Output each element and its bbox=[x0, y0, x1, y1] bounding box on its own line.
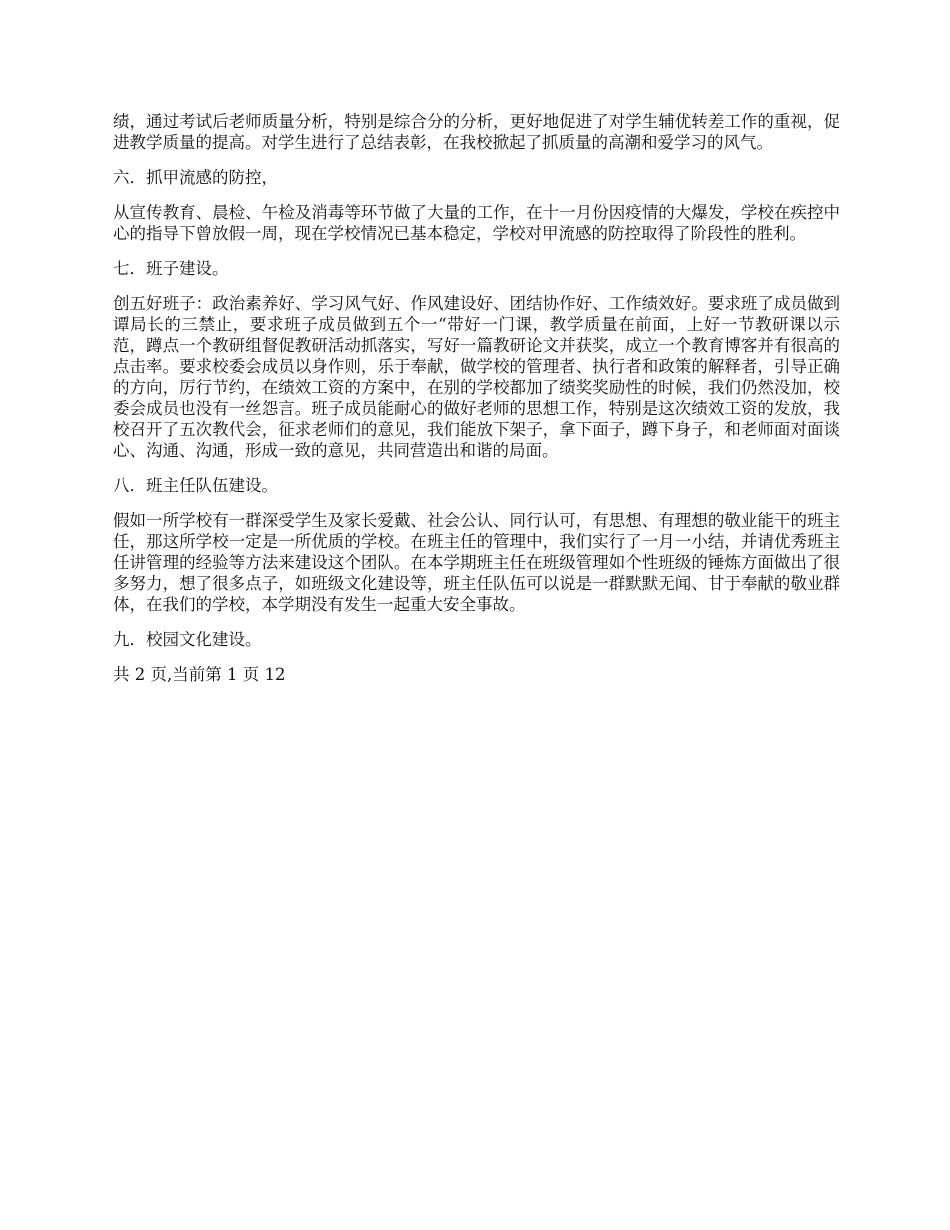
heading-leadership-team: 七．班子建设。 bbox=[113, 259, 229, 278]
paragraph-head-teachers: 假如一所学校有一群深受学生及家长爱戴、社会公认、同行认可，有思想、有理想的敬业能干的班主任，那这所学校一定是一所优质的学校。在班主任的管理中，我们实行了一月一小结，并请优秀班主任讲管理的经验等方法来建设这个团队。在本学期班主任在班级管理如个性班级的锤炼方面做出了很多努力，想了很多点子，如班级文化建设等，班主任队伍可以说是一群默默无闻、甘于奉献的敬业群体，在我们的学校，本学期没有发生一起重大安全事故。 bbox=[113, 511, 840, 614]
document-page bbox=[113, 111, 840, 685]
heading-campus-culture: 九．校园文化建设。 bbox=[113, 630, 262, 649]
page-footer: 共 2 页,当前第 1 页 12 bbox=[113, 665, 286, 684]
heading-flu-prevention: 六．抓甲流感的防控， bbox=[113, 168, 278, 187]
paragraph-flu-prevention: 从宣传教育、晨检、午检及消毒等环节做了大量的工作，在十一月份因疫情的大爆发，学校在疾控中心的指导下曾放假一周，现在学校情况已基本稳定，学校对甲流感的防控取得了阶段性的胜利。 bbox=[113, 203, 840, 243]
heading-head-teachers: 八．班主任队伍建设。 bbox=[113, 476, 278, 495]
paragraph-quality-analysis: 绩，通过考试后老师质量分析，特别是综合分的分析，更好地促进了对学生辅优转差工作的重视，促进教学质量的提高。对学生进行了总结表彰，在我校掀起了抓质量的高潮和爱学习的风气。 bbox=[113, 112, 840, 152]
paragraph-leadership-team: 创五好班子：政治素养好、学习风气好、作风建设好、团结协作好、工作绩效好。要求班了成员做到谭局长的三禁止，要求班子成员做到五个一“带好一门课，教学质量在前面，上好一节教研课以示范，蹲点一个教研组督促教研活动抓落实，写好一篇教研论文并获奖，成立一个教育博客并有很高的点击率。要求校委会成员以身作则，乐于奉献，做学校的管理者、执行者和政策的解释者，引导正确的方向，厉行节约，在绩效工资的方案中，在别的学校都加了绩奖奖励性的时候，我们仍然没加，校委会成员也没有一丝怨言。班子成员能耐心的做好老师的思想工作，特别是这次绩效工资的发放，我校召开了五次教代会，征求老师们的意见，我们能放下架子，拿下面子，蹲下身子，和老师面对面谈心、沟通、沟通，形成一致的意见，共同营造出和谐的局面。 bbox=[113, 294, 840, 460]
